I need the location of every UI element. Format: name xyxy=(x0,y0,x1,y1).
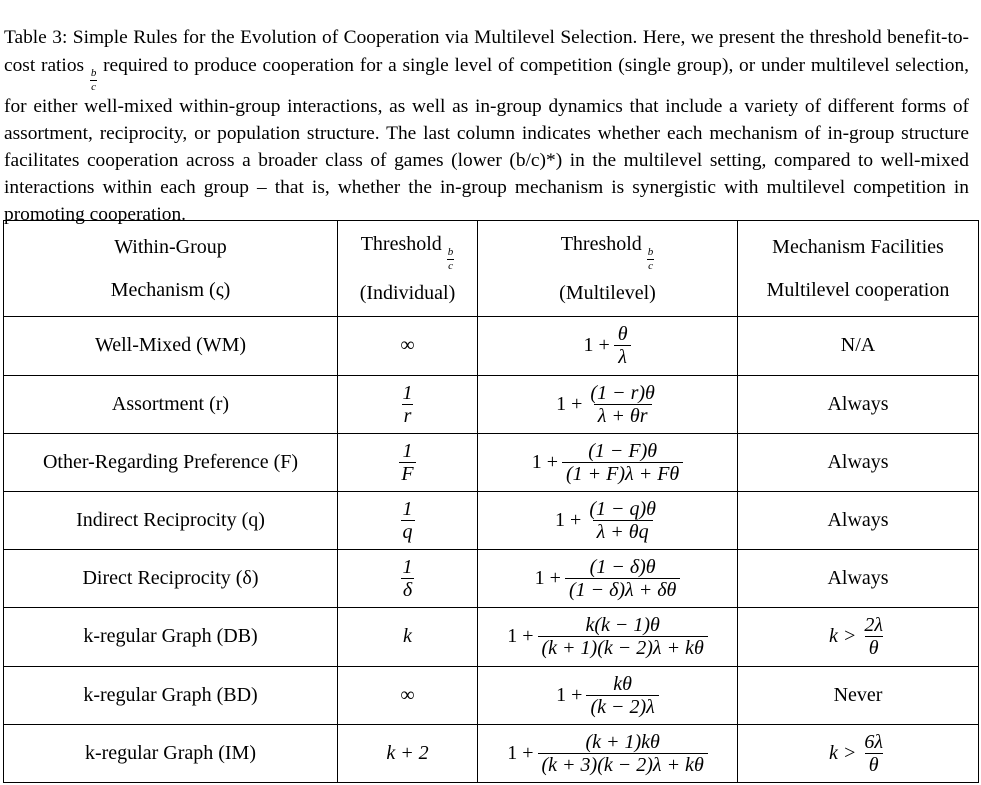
header-individual-line1 xyxy=(342,223,473,272)
multilevel-prefix: 1 + xyxy=(556,392,583,415)
header-mechanism xyxy=(4,221,338,317)
facilitates-prefix: k > xyxy=(828,741,857,764)
mechanism-cell: Indirect Reciprocity (q) xyxy=(4,491,338,549)
header-multilevel-fraction xyxy=(647,247,655,272)
header-multilevel-line2: (Multilevel) xyxy=(559,281,656,304)
multilevel-prefix: 1 + xyxy=(583,334,610,357)
multilevel-fraction xyxy=(614,324,632,367)
multilevel-prefix: 1 + xyxy=(531,450,559,473)
multilevel-numerator: (1 − δ)θ xyxy=(589,556,656,579)
multilevel-threshold-cell xyxy=(478,433,738,491)
facilitates-cell: Always xyxy=(738,491,979,549)
caption-text-2: required to produce cooperation for a single level of competition (single group), or under multilevel selection, for either well-mixed within-group interactions, as well as in-group dynamics that include a variety of different forms of assortment, reciprocity, or population structure. The last column indicates whether each mechanism of in-group structure facilitates cooperation across a broader class of games (lower xyxy=(4,54,970,171)
header-individual-fraction-num: b xyxy=(447,245,454,258)
header-multilevel-line1 xyxy=(482,223,733,272)
facilitates-cell xyxy=(738,724,979,782)
multilevel-denominator: (k − 2)λ xyxy=(586,695,658,717)
multilevel-denominator: (1 − δ)λ + δθ xyxy=(565,578,680,600)
facilitates-cell: Always xyxy=(738,550,979,608)
multilevel-denominator: (k + 3)(k − 2)λ + kθ xyxy=(538,753,708,775)
header-multilevel-label: Threshold xyxy=(560,232,642,255)
multilevel-prefix: 1 + xyxy=(534,567,561,590)
mechanism-cell: Other-Regarding Preference (F) xyxy=(4,433,338,491)
header-individual-fraction xyxy=(447,247,455,272)
multilevel-threshold-cell xyxy=(478,550,738,608)
facilitates-denominator: θ xyxy=(865,753,883,775)
individual-threshold-cell xyxy=(338,433,478,491)
facilitates-numerator: 2λ xyxy=(864,614,884,637)
facilitates-cell: Always xyxy=(738,433,979,491)
header-facilitates-line1: Mechanism Facilities xyxy=(772,235,944,258)
individual-numerator: 1 xyxy=(402,498,413,521)
individual-denominator: F xyxy=(401,462,414,485)
caption-bc-star: (b/c)* xyxy=(509,150,556,171)
multilevel-fraction xyxy=(585,499,660,542)
table-row xyxy=(4,608,979,666)
mechanism-cell: k-regular Graph (BD) xyxy=(4,666,338,724)
multilevel-fraction xyxy=(586,383,658,426)
individual-denominator: r xyxy=(403,404,412,427)
multilevel-fraction xyxy=(586,674,658,717)
table-row xyxy=(4,375,979,433)
header-multilevel-fraction-num: b xyxy=(647,245,654,258)
header-individual-line2: (Individual) xyxy=(359,281,456,304)
multilevel-prefix: 1 + xyxy=(507,625,534,648)
facilitates-cell: Never xyxy=(738,666,979,724)
multilevel-fraction xyxy=(565,557,680,600)
facilitates-cell xyxy=(738,608,979,666)
multilevel-prefix: 1 + xyxy=(556,683,583,706)
caption-text-1: Table 3: Simple Rules for the Evolution of Cooperation via Multilevel Selection. Here, we present the threshold benefit-to-cost ratios xyxy=(4,27,969,76)
rules-table xyxy=(3,220,979,783)
multilevel-numerator: (1 − q)θ xyxy=(589,498,656,521)
multilevel-fraction xyxy=(538,615,708,658)
multilevel-fraction xyxy=(562,441,683,484)
multilevel-numerator: (1 − r)θ xyxy=(590,381,655,404)
caption-fraction-denominator: c xyxy=(91,80,97,93)
individual-threshold-cell: k xyxy=(338,608,478,666)
header-multilevel xyxy=(478,221,738,317)
header-individual-fraction-den: c xyxy=(448,259,453,272)
individual-numerator: 1 xyxy=(402,439,413,462)
individual-threshold-cell xyxy=(338,491,478,549)
individual-threshold-cell: ∞ xyxy=(338,317,478,375)
facilitates-prefix: k > xyxy=(828,625,857,648)
header-mechanism-line1: Within-Group xyxy=(114,235,227,258)
caption-fraction-numerator: b xyxy=(90,66,97,79)
facilitates-fraction xyxy=(860,615,887,658)
header-individual xyxy=(338,221,478,317)
header-facilitates-line2: Multilevel cooperation xyxy=(766,278,950,301)
table-row xyxy=(4,550,979,608)
multilevel-numerator: (k + 1)kθ xyxy=(585,730,660,753)
multilevel-denominator: λ xyxy=(614,345,631,367)
multilevel-prefix: 1 + xyxy=(507,741,534,764)
mechanism-cell: k-regular Graph (IM) xyxy=(4,724,338,782)
mechanism-cell: k-regular Graph (DB) xyxy=(4,608,338,666)
table-row xyxy=(4,433,979,491)
mechanism-cell: Direct Reciprocity (δ) xyxy=(4,550,338,608)
multilevel-denominator: (k + 1)(k − 2)λ + kθ xyxy=(538,636,708,658)
facilitates-cell: N/A xyxy=(738,317,979,375)
multilevel-numerator: kθ xyxy=(613,672,632,695)
multilevel-prefix: 1 + xyxy=(555,509,582,532)
individual-threshold-cell xyxy=(338,550,478,608)
multilevel-denominator: (1 + F)λ + Fθ xyxy=(562,462,683,484)
header-individual-label: Threshold xyxy=(360,232,442,255)
facilitates-denominator: θ xyxy=(865,636,883,658)
multilevel-threshold-cell xyxy=(478,375,738,433)
facilitates-cell: Always xyxy=(738,375,979,433)
individual-threshold-cell xyxy=(338,375,478,433)
table-row xyxy=(4,491,979,549)
multilevel-numerator: θ xyxy=(617,323,628,346)
table-caption xyxy=(4,24,969,228)
multilevel-fraction xyxy=(538,732,708,775)
header-multilevel-fraction-den: c xyxy=(648,259,653,272)
table-row xyxy=(4,724,979,782)
facilitates-numerator: 6λ xyxy=(864,730,884,753)
individual-fraction xyxy=(399,441,415,484)
multilevel-denominator: λ + θr xyxy=(594,404,652,426)
multilevel-threshold-cell xyxy=(478,608,738,666)
individual-fraction xyxy=(401,499,415,542)
individual-threshold-cell: k + 2 xyxy=(338,724,478,782)
facilitates-fraction xyxy=(860,732,887,775)
individual-denominator: q xyxy=(402,521,413,544)
multilevel-threshold-cell xyxy=(478,491,738,549)
table-row xyxy=(4,317,979,375)
table-row xyxy=(4,666,979,724)
individual-numerator: 1 xyxy=(402,381,413,404)
individual-threshold-cell: ∞ xyxy=(338,666,478,724)
caption-text-3: ) in the multilevel setting, compared to well-mixed interactions within each group – that is, whether the in-group mechanism is synergistic with multilevel competition in promoting cooperation. xyxy=(4,150,969,226)
mechanism-cell: Well-Mixed (WM) xyxy=(4,317,338,375)
multilevel-numerator: k(k − 1)θ xyxy=(585,614,660,637)
multilevel-threshold-cell xyxy=(478,317,738,375)
header-mechanism-line2: Mechanism (ς) xyxy=(110,278,231,301)
individual-fraction xyxy=(401,557,415,600)
individual-numerator: 1 xyxy=(402,556,413,579)
individual-fraction xyxy=(401,383,415,426)
header-facilitates xyxy=(738,221,979,317)
multilevel-numerator: (1 − F)θ xyxy=(588,439,658,462)
multilevel-threshold-cell xyxy=(478,724,738,782)
mechanism-cell: Assortment (r) xyxy=(4,375,338,433)
multilevel-denominator: λ + θq xyxy=(593,520,653,542)
header-row xyxy=(4,221,979,317)
multilevel-threshold-cell xyxy=(478,666,738,724)
individual-denominator: δ xyxy=(402,579,413,602)
